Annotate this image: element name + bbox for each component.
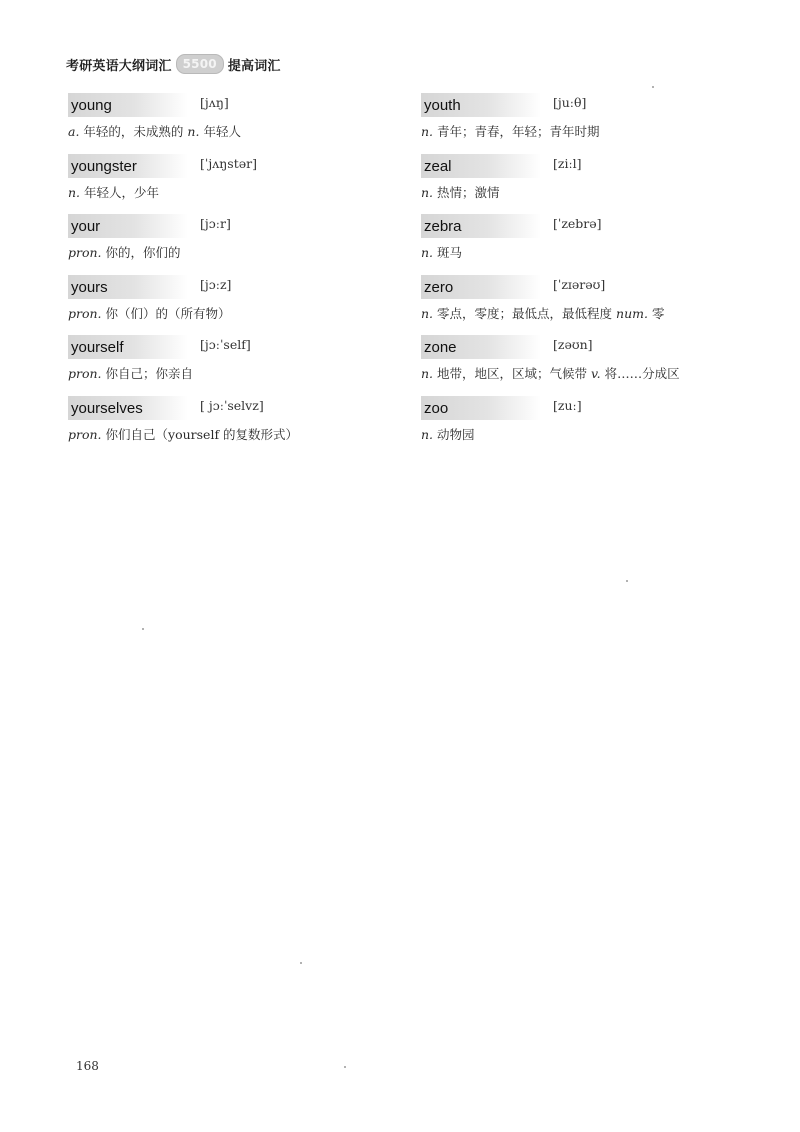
- part-of-speech: n.: [421, 184, 434, 200]
- entry: [421, 275, 751, 336]
- entry: [421, 154, 751, 215]
- definition-text: 你们自己（yourself 的复数形式）: [105, 426, 299, 442]
- entry-phonetic: [ˈzɪərəʊ]: [553, 276, 606, 292]
- definition-text: 零: [651, 305, 665, 321]
- entry-word: zero: [421, 275, 541, 299]
- entry-definition: [421, 304, 751, 322]
- entry: [68, 214, 398, 275]
- definition-text: 将……分成区: [604, 366, 680, 381]
- entry-definition: [68, 364, 398, 382]
- entry-phonetic: [ jɔːˈselvz]: [200, 397, 264, 413]
- entry-definition: [421, 425, 751, 443]
- entry-word: zebra: [421, 214, 541, 238]
- entry-definition: [68, 243, 398, 261]
- entry-phonetic: [ˈjʌŋstər]: [200, 155, 257, 171]
- entry-word: youngster: [68, 154, 188, 178]
- definition-text: 斑马: [437, 245, 463, 260]
- header-subtitle: 提高词汇: [227, 58, 281, 74]
- entry: [68, 275, 398, 336]
- definition-text: 你的，你们的: [105, 245, 181, 260]
- part-of-speech: v.: [591, 366, 601, 381]
- definition-text: 零点，零度；最低点，最低程度: [437, 305, 613, 321]
- definition-text: 年轻人: [203, 124, 241, 139]
- entry: [421, 93, 751, 154]
- definition-text: 动物园: [437, 426, 475, 442]
- part-of-speech: pron.: [68, 426, 102, 442]
- scan-speck: [344, 1066, 346, 1068]
- part-of-speech: n.: [421, 245, 434, 260]
- header-title: 考研英语大纲词汇: [66, 58, 172, 74]
- page-number: 168: [76, 1059, 99, 1073]
- entry-definition: [421, 122, 751, 140]
- scan-speck: [652, 86, 654, 88]
- entry-definition: [68, 425, 398, 443]
- running-header: [66, 54, 281, 74]
- entry-word: your: [68, 214, 188, 238]
- entry-word: youth: [421, 93, 541, 117]
- definition-text: 你自己；你亲自: [105, 366, 194, 381]
- part-of-speech: pron.: [68, 305, 102, 321]
- scan-speck: [626, 580, 628, 582]
- entry-phonetic: [jɔːz]: [200, 276, 232, 292]
- part-of-speech: n.: [68, 184, 81, 200]
- entry-definition: [68, 304, 398, 322]
- entry-word: zoo: [421, 396, 541, 420]
- entry: [421, 396, 751, 457]
- header-badge: 5500: [176, 54, 224, 74]
- part-of-speech: n.: [421, 124, 434, 139]
- entry: [68, 154, 398, 215]
- part-of-speech: n.: [187, 124, 200, 139]
- entry: [68, 93, 398, 154]
- entry-word: young: [68, 93, 188, 117]
- entry-definition: [421, 183, 751, 201]
- entry-word: zone: [421, 335, 541, 359]
- entry-phonetic: [jʌŋ]: [200, 95, 229, 110]
- entry: [421, 214, 751, 275]
- entry-phonetic: [zəʊn]: [553, 337, 593, 352]
- part-of-speech: n.: [421, 366, 434, 381]
- definition-text: 地带，地区，区域；气候带: [437, 366, 588, 381]
- entry-definition: [421, 364, 751, 382]
- entry-word: yourself: [68, 335, 188, 359]
- part-of-speech: pron.: [68, 245, 102, 260]
- entry-phonetic: [jɔːr]: [200, 216, 231, 231]
- entry-phonetic: [ziːl]: [553, 155, 582, 171]
- scan-speck: [300, 962, 302, 964]
- left-column: [68, 93, 398, 456]
- definition-text: 你（们）的（所有物）: [105, 305, 231, 321]
- entry-definition: [68, 183, 398, 201]
- entry: [68, 335, 398, 396]
- part-of-speech: n.: [421, 426, 434, 442]
- scan-speck: [142, 628, 144, 630]
- part-of-speech: pron.: [68, 366, 102, 381]
- entry-phonetic: [jɔːˈself]: [200, 337, 251, 352]
- definition-text: 青年；青春，年轻；青年时期: [437, 124, 600, 139]
- entry-definition: [68, 122, 398, 140]
- entry: [421, 335, 751, 396]
- entry-definition: [421, 243, 751, 261]
- part-of-speech: num.: [616, 305, 648, 321]
- entry-phonetic: [zuː]: [553, 397, 582, 413]
- definition-text: 热情；激情: [437, 184, 500, 200]
- entry-phonetic: [ˈzebrə]: [553, 216, 602, 231]
- entry-word: zeal: [421, 154, 541, 178]
- entry-phonetic: [juːθ]: [553, 95, 587, 110]
- definition-text: 年轻的，未成熟的: [83, 124, 184, 139]
- definition-text: 年轻人，少年: [84, 184, 160, 200]
- right-column: [421, 93, 751, 456]
- entry-word: yours: [68, 275, 188, 299]
- part-of-speech: n.: [421, 305, 434, 321]
- part-of-speech: a.: [68, 124, 80, 139]
- entry-word: yourselves: [68, 396, 188, 420]
- entry: [68, 396, 398, 457]
